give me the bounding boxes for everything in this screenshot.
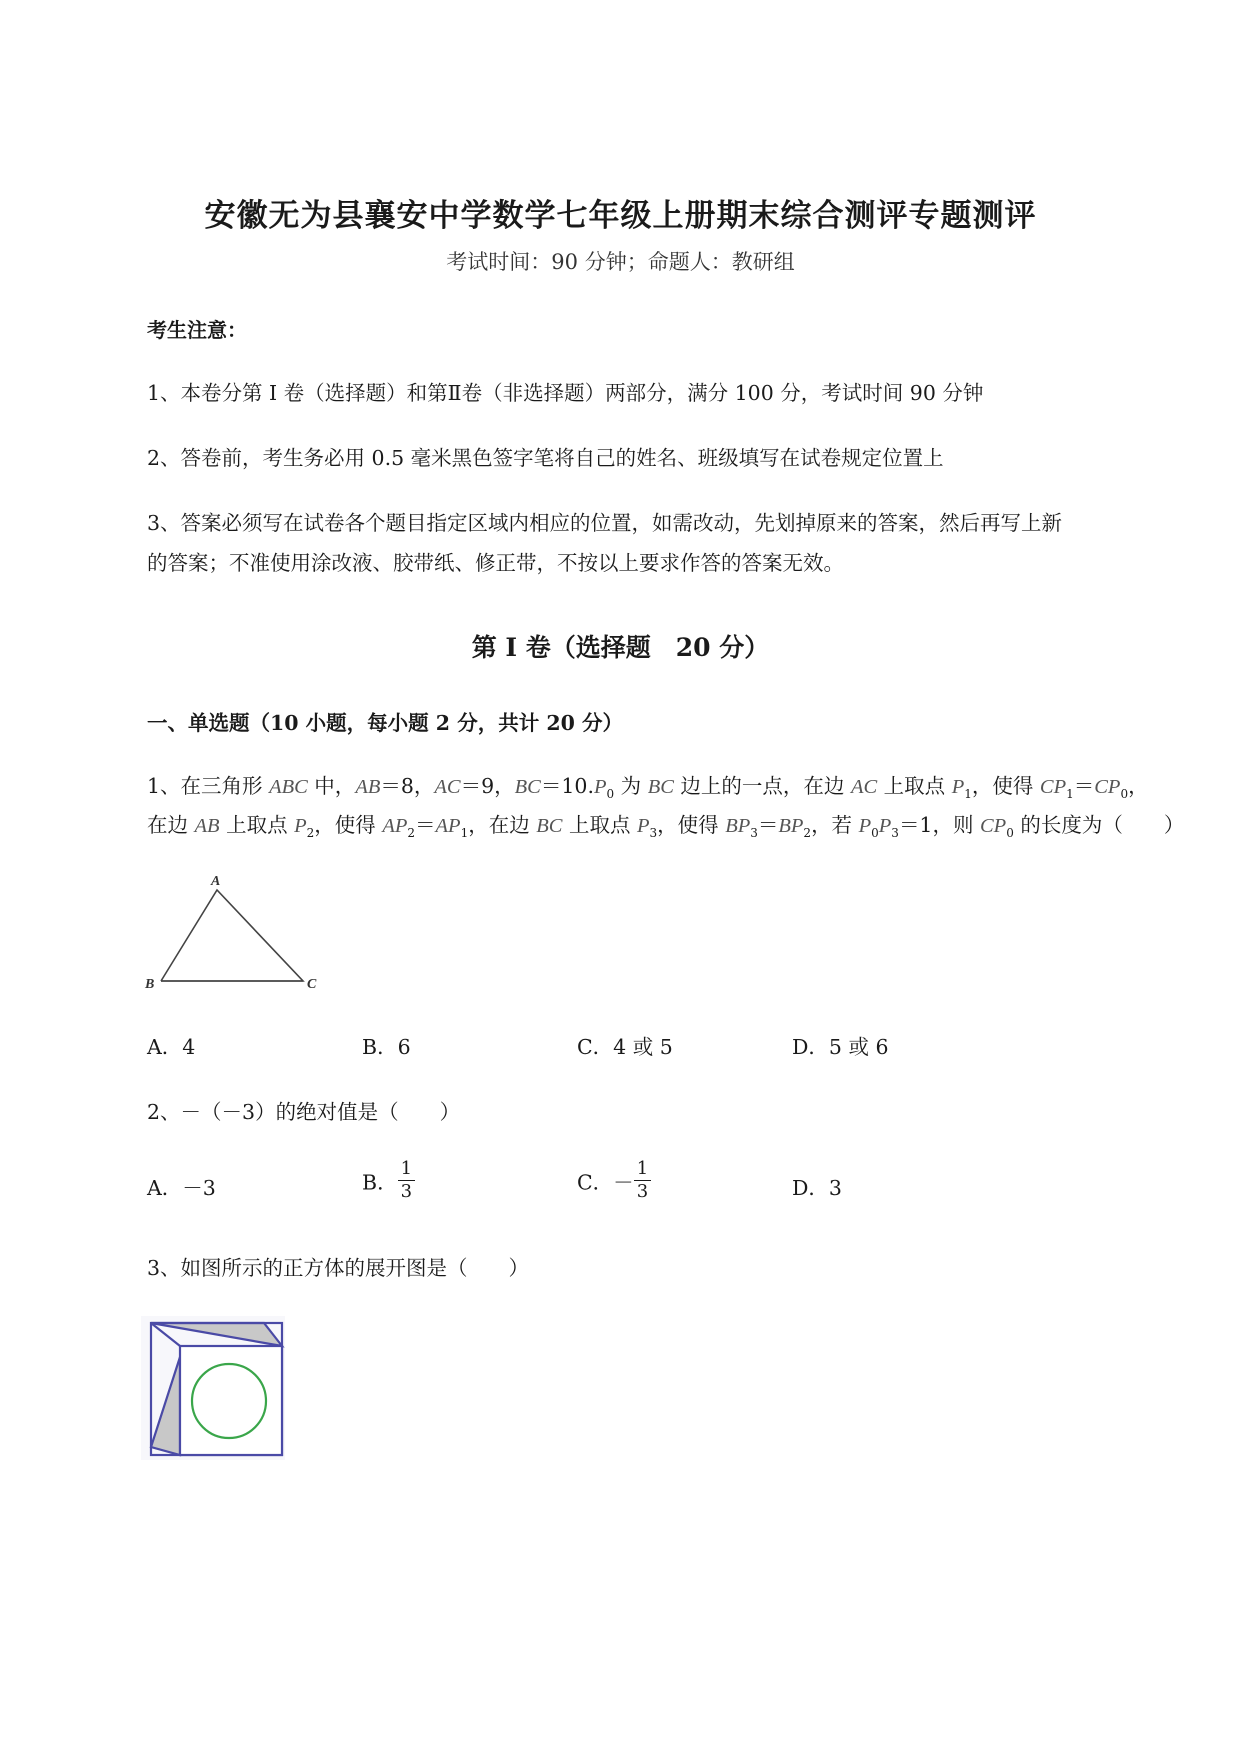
question-1-line-1: 1、在三角形 ABC 中，AB＝8，AC＝9，$BC=10.P_0$ 为 BC 边上的一点，在边 AC 上取点 $P_1$，使得 $CP_1=CP_0$， <box>147 774 1149 802</box>
notice-item: 的答案；不准使用涂改液、胶带纸、修正带，不按以上要求作答的答案无效。 <box>147 551 844 575</box>
notice-item: 1、本卷分第 I 卷（选择题）和第Ⅱ卷（非选择题）两部分，满分 100 分，考试时间 90 分钟 <box>147 381 984 405</box>
q1-option-a: A．4 <box>147 1035 196 1059</box>
notice-heading: 考生注意： <box>147 318 247 342</box>
question-2: 2、－（－3）的绝对值是（ ） <box>147 1100 461 1124</box>
cube-figure <box>140 1315 290 1465</box>
question-3: 3、如图所示的正方体的展开图是（ ） <box>147 1256 530 1280</box>
q1-option-d: D．5 或 6 <box>792 1035 889 1059</box>
page-title: 安徽无为县襄安中学数学七年级上册期末综合测评专题测评 <box>204 198 1037 234</box>
exam-subtitle: 考试时间：90 分钟；命题人：教研组 <box>446 250 795 274</box>
q2-option-b: B． $\frac{1}{3}$ <box>362 1158 415 1203</box>
notice-item: 2、答卷前，考生务必用 0.5 毫米黑色签字笔将自己的姓名、班级填写在试卷规定位置上 <box>147 446 944 470</box>
fraction: $\frac{1}{3}$ <box>634 1158 651 1203</box>
q1-option-b: B．6 <box>362 1035 411 1059</box>
q2-option-d: D．3 <box>792 1176 842 1200</box>
section-title: 第 I 卷（选择题 20 分） <box>471 633 770 662</box>
triangle-outline <box>161 890 303 981</box>
triangle-figure <box>140 868 340 998</box>
q2-option-c: C．－ $\frac{1}{3}$ <box>577 1158 651 1203</box>
vertex-label-b: B <box>145 977 155 992</box>
vertex-label-c: C <box>307 977 317 992</box>
q2-option-a: A．－3 <box>147 1176 216 1200</box>
notice-item: 3、答案必须写在试卷各个题目指定区域内相应的位置，如需改动，先划掉原来的答案，然后再写上新 <box>147 511 1063 535</box>
fraction: $\frac{1}{3}$ <box>398 1158 415 1203</box>
q1-option-c: C．4 或 5 <box>577 1035 673 1059</box>
question-1-line-2: 在边 AB 上取点 $P_2$，使得 $AP_2=AP_1$，在边 BC 上取点 $P_3$，使得 $BP_3=BP_2$，若 $P_0P_3=1$，则 $CP_0$ 的长度为（ ） <box>147 813 1185 841</box>
vertex-label-a: A <box>211 874 221 889</box>
part-heading: 一、单选题（10 小题，每小题 2 分，共计 20 分） <box>147 711 624 735</box>
